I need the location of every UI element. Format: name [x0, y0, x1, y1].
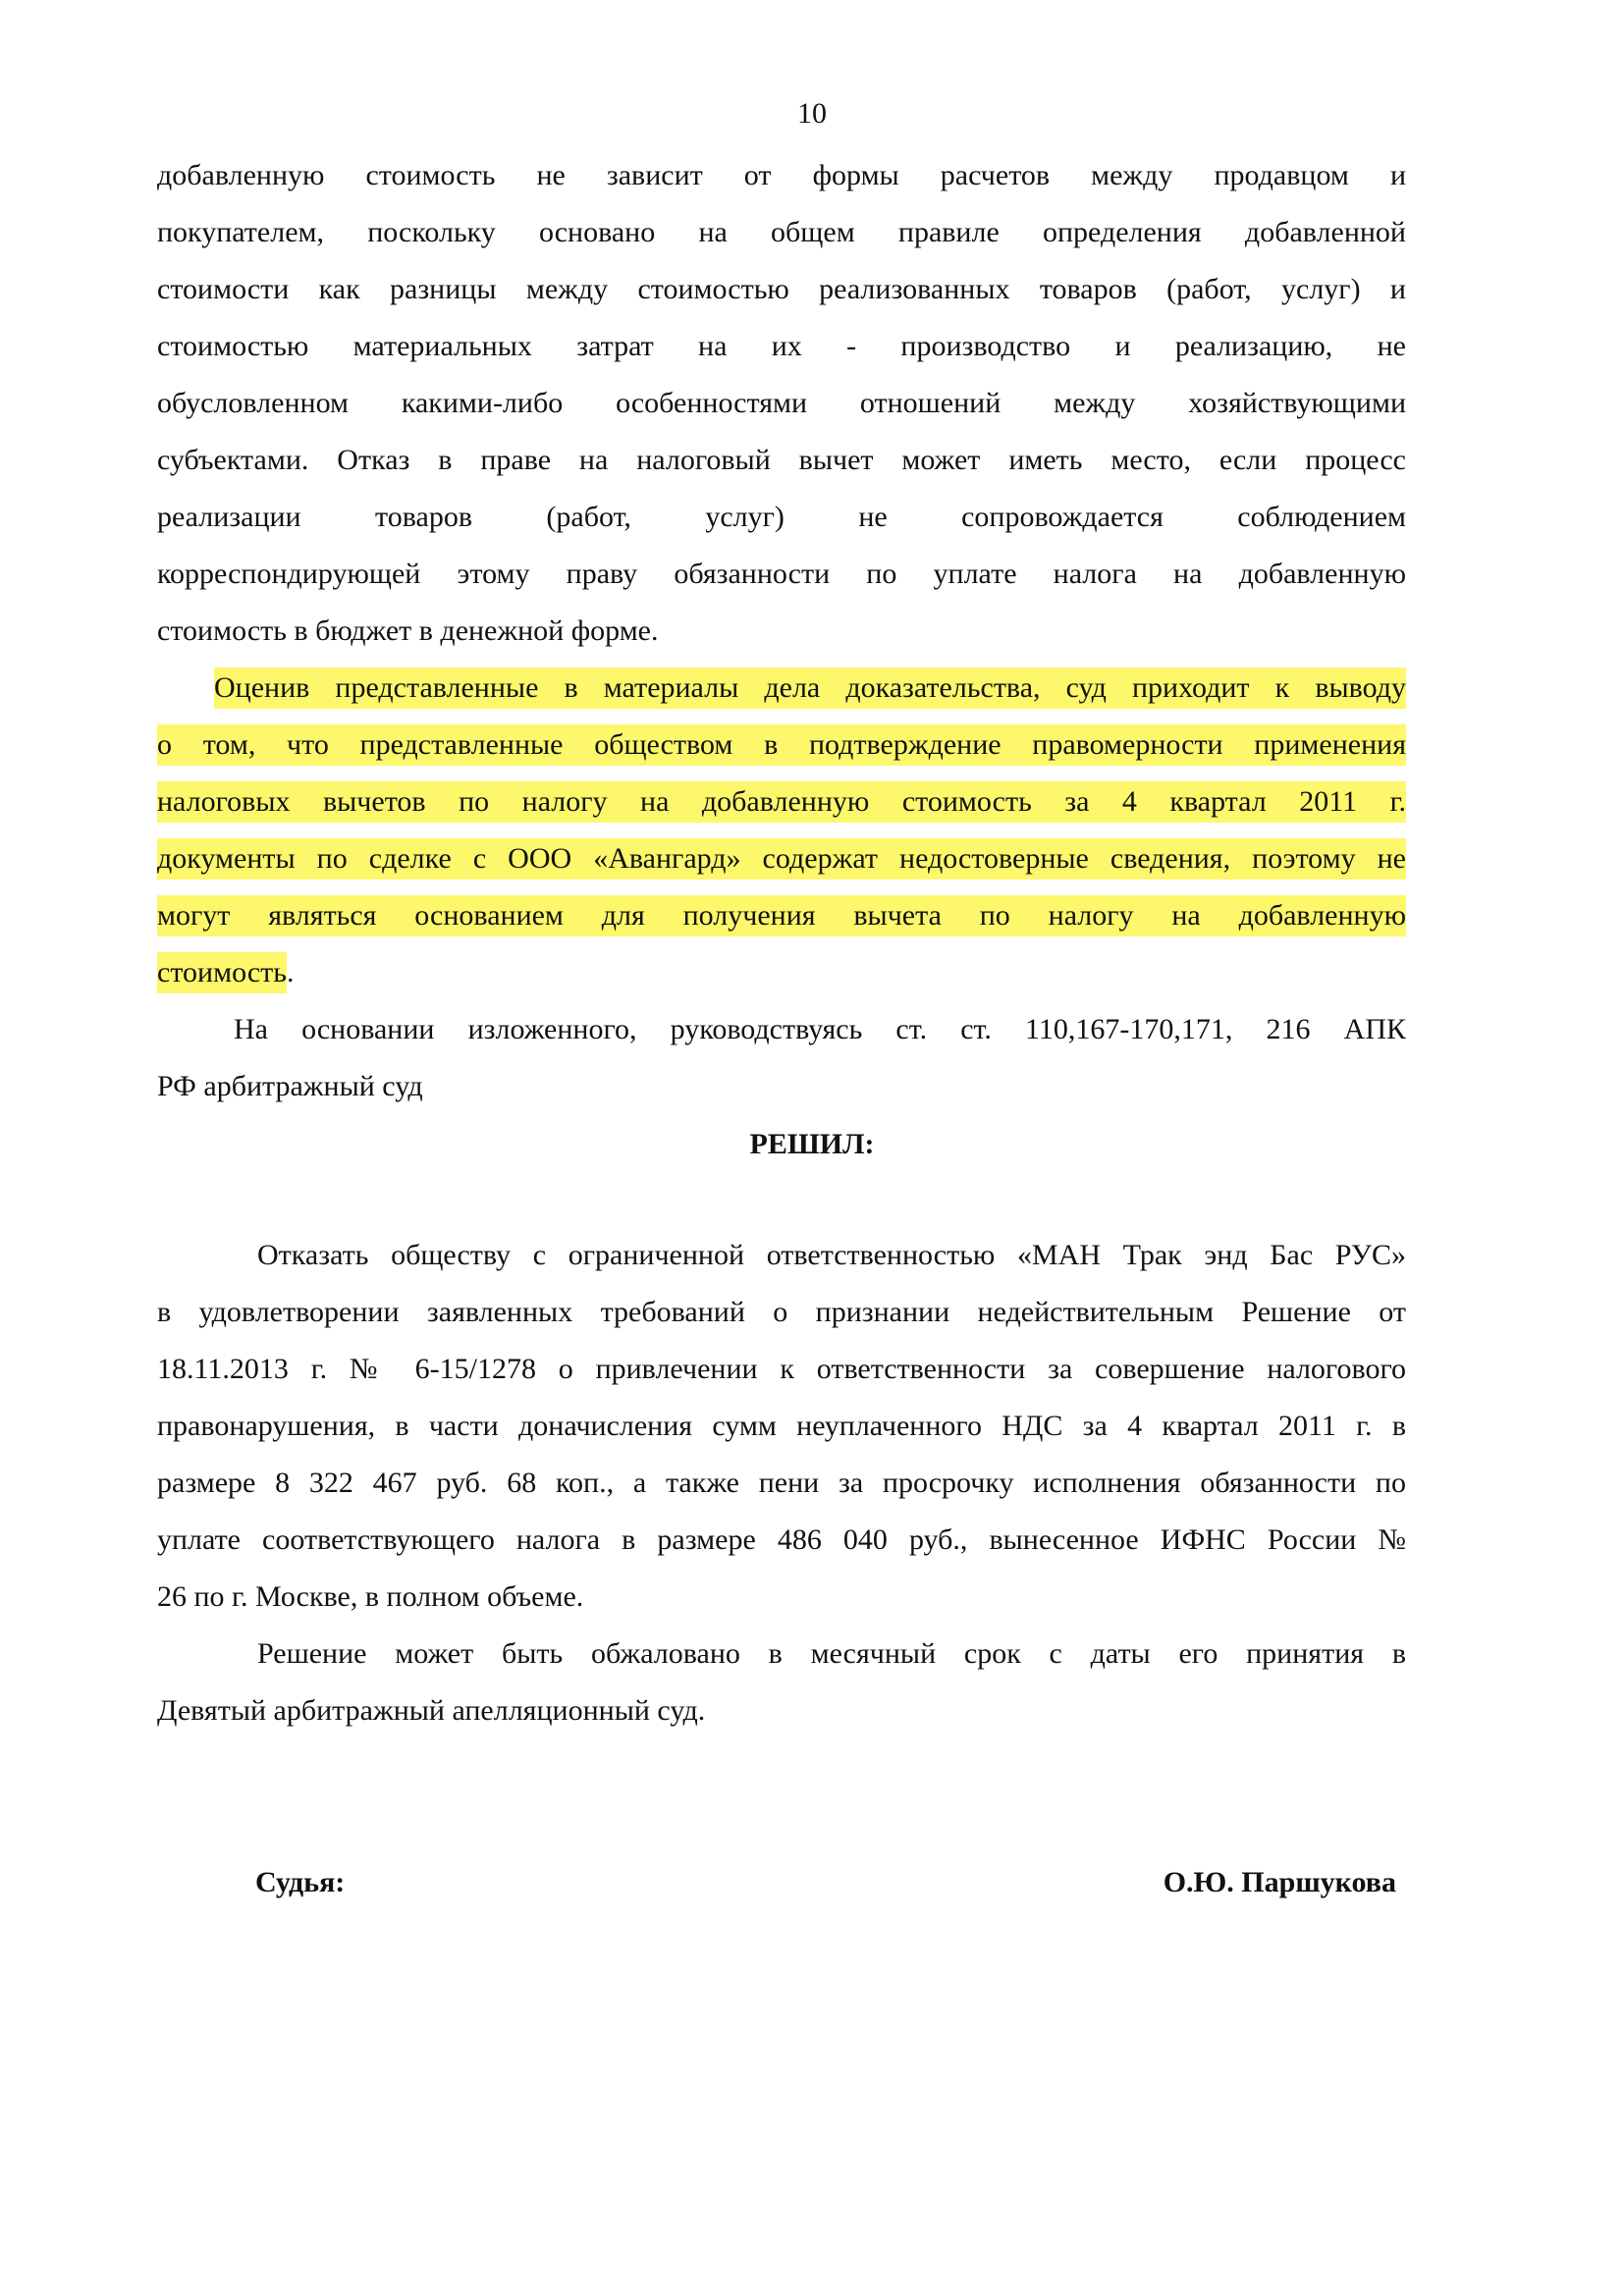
paragraph-court-conclusion-highlighted [157, 660, 1406, 1001]
text-line: На основании изложенного, руководствуясь ст. ст. 110,167-170,171, 216 АПК [234, 1013, 1406, 1045]
judge-label: Судья: [255, 1866, 346, 1898]
text-line: покупателем, поскольку основано на общем правиле определения добавленной [157, 216, 1406, 248]
text-line: в удовлетворении заявленных требований о признании недействительным Решение от [157, 1296, 1406, 1328]
text-line: РФ арбитражный суд [157, 1070, 423, 1102]
text-line: 26 по г. Москве, в полном объеме. [157, 1580, 584, 1613]
highlighted-line: стоимость. [157, 944, 1406, 1001]
page-number: 10 [797, 97, 827, 130]
highlighted-line: могут являться основанием для получения вычета по налогу на добавленную [157, 887, 1406, 944]
paragraph-ruling [157, 1227, 1406, 1626]
text-line: размере 8 322 467 руб. 68 коп., а также пени за просрочку исполнения обязанности по [157, 1467, 1406, 1499]
decision-heading: РЕШИЛ: [749, 1128, 875, 1160]
text-line: Отказать обществу с ограниченной ответственностью «МАН Трак энд Бас РУС» [257, 1239, 1406, 1271]
highlighted-line: о том, что представленные обществом в подтверждение правомерности применения [157, 717, 1406, 774]
paragraph-appeal [157, 1626, 1406, 1739]
text-line: стоимости как разницы между стоимостью реализованных товаров (работ, услуг) и [157, 273, 1406, 305]
highlighted-line: налоговых вычетов по налогу на добавленную стоимость за 4 квартал 2011 г. [157, 774, 1406, 830]
sentence-end: . [286, 956, 295, 988]
text-line: субъектами. Отказ в праве на налоговый вычет может иметь место, если процесс [157, 444, 1406, 476]
text-line: 18.11.2013 г. № 6-15/1278 о привлечении к ответственности за совершение налогового [157, 1353, 1406, 1385]
text-line: Девятый арбитражный апелляционный суд. [157, 1694, 706, 1727]
text-line: стоимостью материальных затрат на их - производство и реализацию, не [157, 330, 1406, 362]
text-line: реализации товаров (работ, услуг) не сопровождается соблюдением [157, 501, 1406, 533]
judge-name: О.Ю. Паршукова [1163, 1866, 1396, 1898]
text-line: правонарушения, в части доначисления сумм неуплаченного НДС за 4 квартал 2011 г. в [157, 1410, 1406, 1442]
paragraph-vat-deduction-principle [157, 147, 1406, 660]
highlighted-line: документы по сделке с ООО «Авангард» содержат недостоверные сведения, поэтому не [157, 830, 1406, 887]
text-line: Решение может быть обжаловано в месячный срок с даты его принятия в [257, 1637, 1406, 1670]
text-line: обусловленном какими-либо особенностями отношений между хозяйствующими [157, 387, 1406, 419]
text-line: корреспондирующей этому праву обязанности по уплате налога на добавленную [157, 558, 1406, 590]
paragraph-legal-basis [157, 1001, 1406, 1115]
text-line: уплате соответствующего налога в размере 486 040 руб., вынесенное ИФНС России № [157, 1523, 1406, 1556]
highlighted-line: Оценив представленные в материалы дела доказательства, суд приходит к выводу [157, 660, 1406, 717]
text-line: стоимость в бюджет в денежной форме. [157, 614, 659, 647]
text-line: добавленную стоимость не зависит от формы расчетов между продавцом и [157, 159, 1406, 191]
